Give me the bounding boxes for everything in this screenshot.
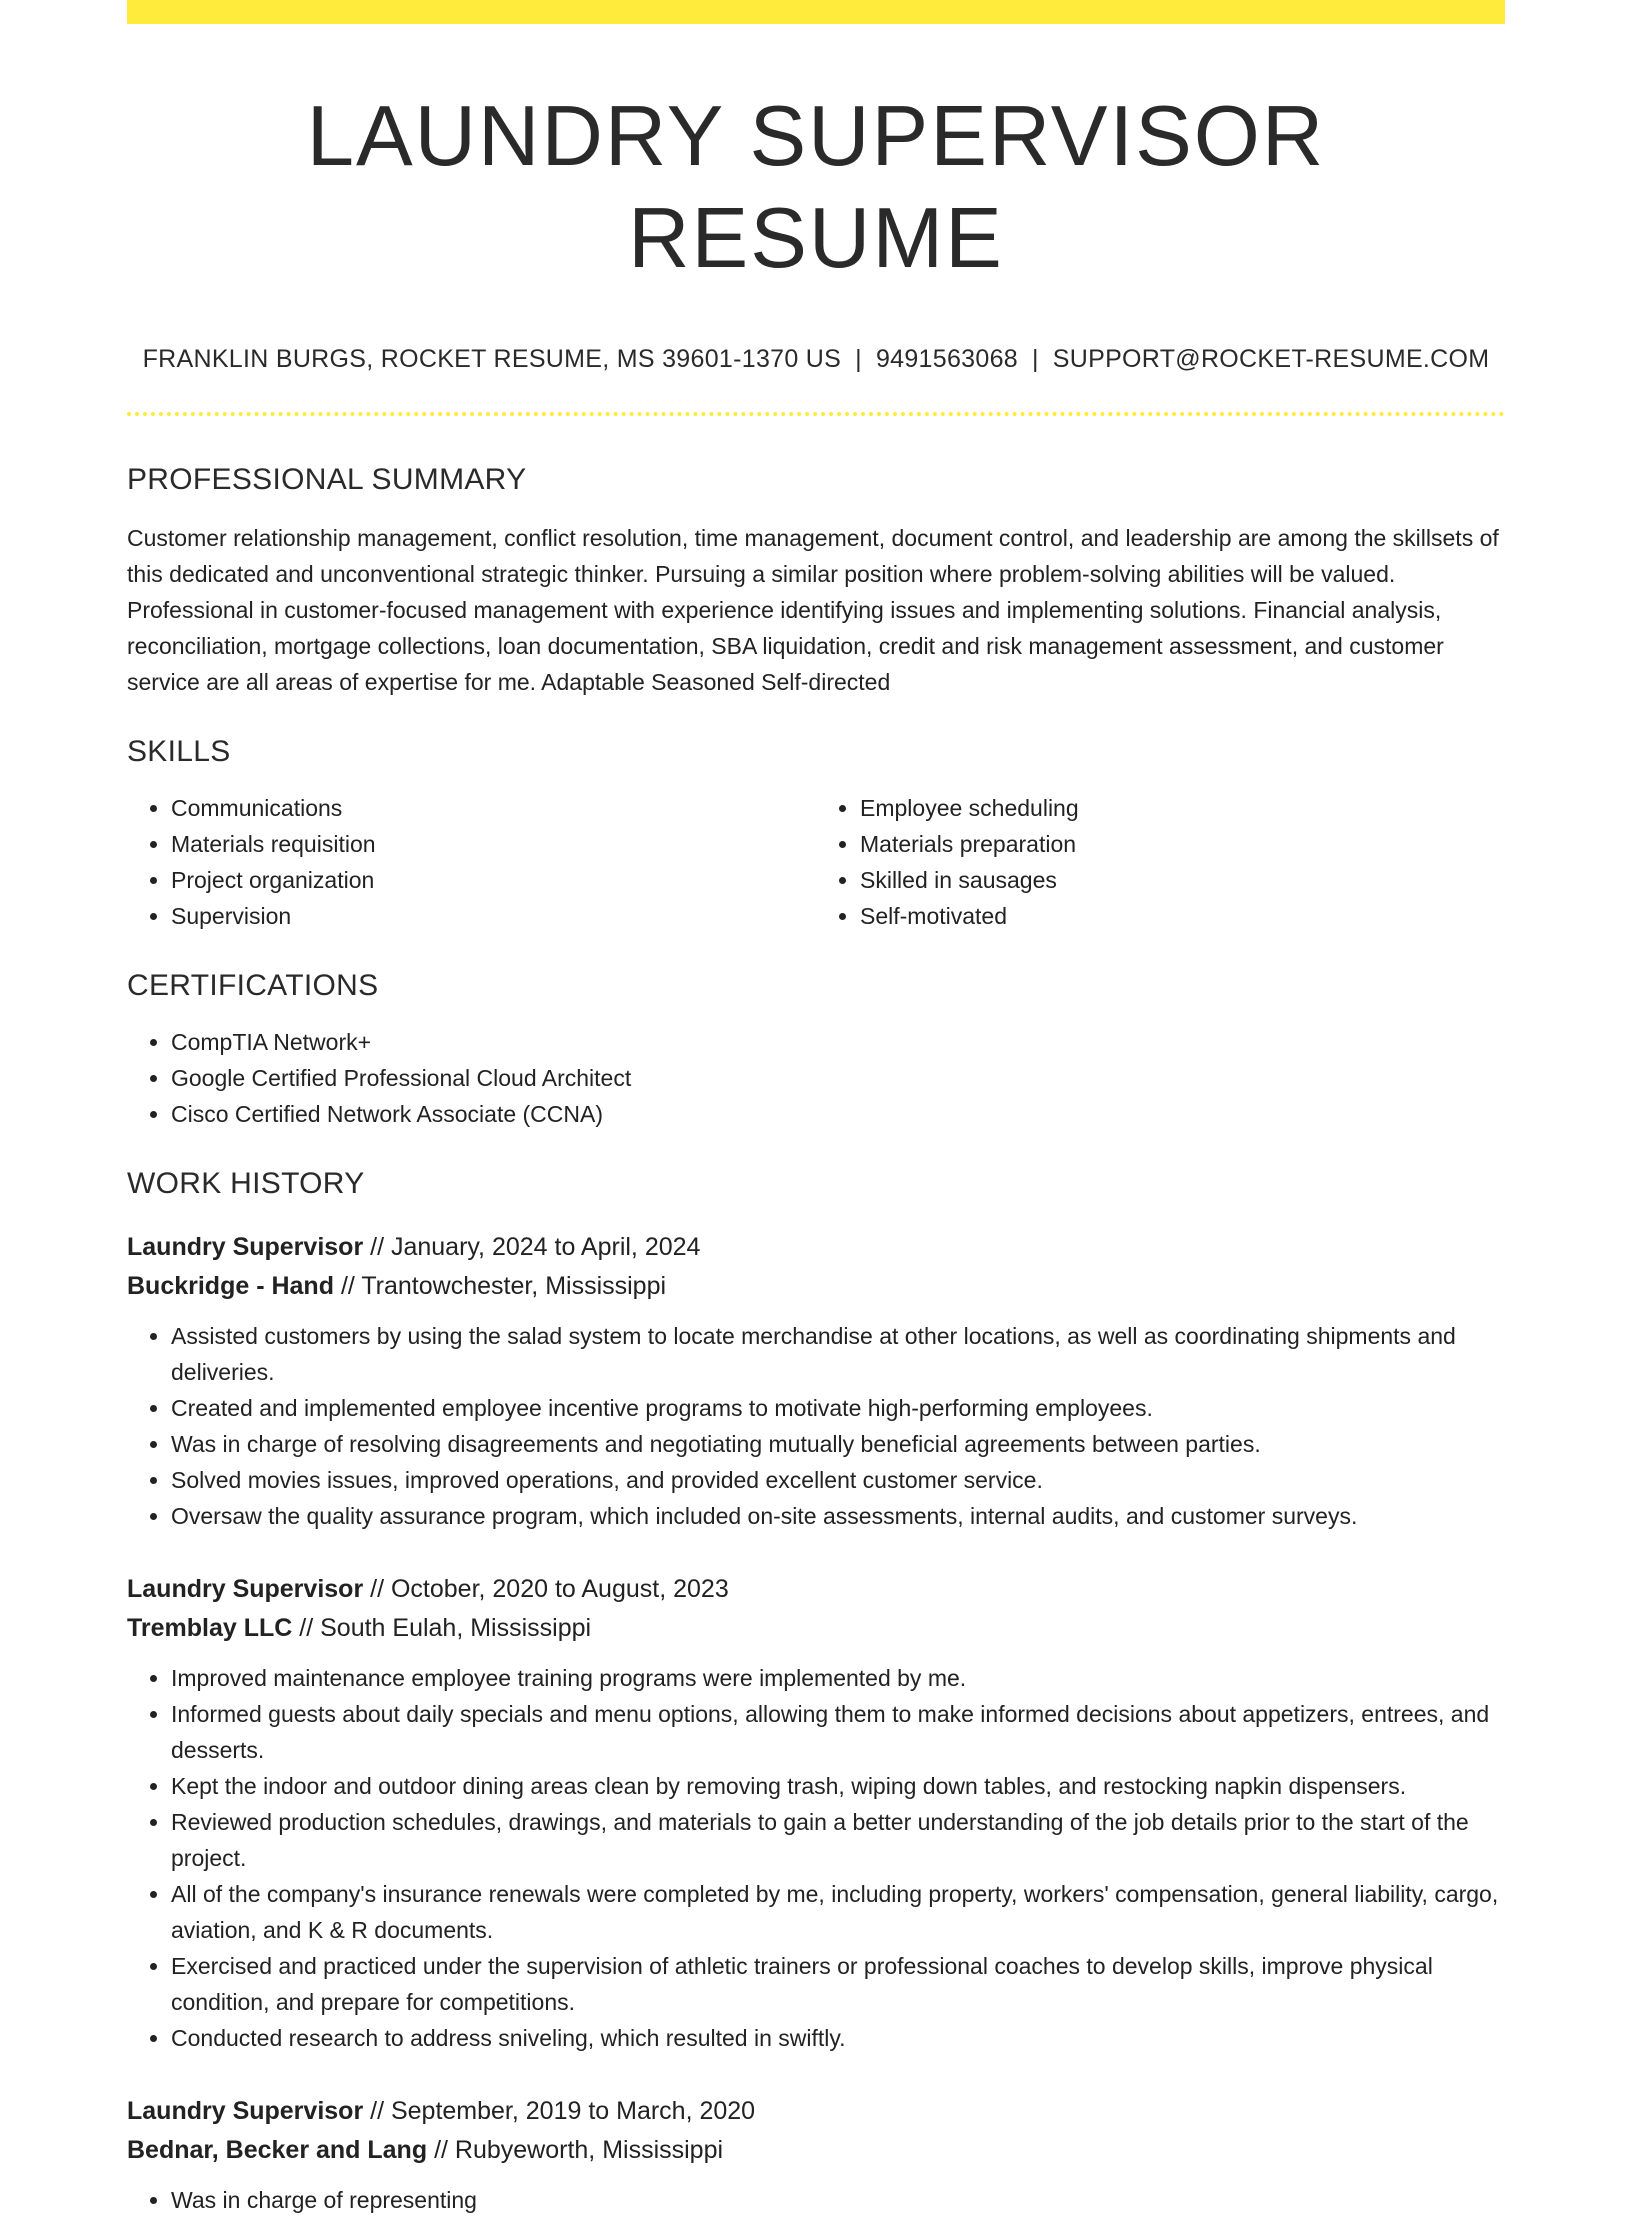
skill-item: • Materials requisition [171, 826, 816, 862]
contact-address: FRANKLIN BURGS, ROCKET RESUME, MS 39601-1370 US [142, 345, 842, 373]
job-company: Bednar, Becker and Lang [127, 2136, 428, 2164]
job-dates: // September, 2019 to March, 2020 [370, 2097, 756, 2125]
job-bullet: • Assisted customers by using the salad system to locate merchandise at other locations, as well as coordinating shipments and deliveries. [171, 1318, 1505, 1390]
skills-list-right [816, 790, 1505, 934]
job-title-line [127, 1570, 1505, 1609]
skills-list-left [127, 790, 816, 934]
job-bullet: • Was in charge of resolving disagreements and negotiating mutually beneficial agreements between parties. [171, 1426, 1505, 1462]
section-heading-skills: SKILLS [127, 735, 231, 768]
contact-separator: | [1031, 345, 1039, 373]
certification-item: • CompTIA Network+ [171, 1024, 1505, 1060]
contact-line [127, 344, 1505, 374]
skill-item: • Skilled in sausages [860, 862, 1505, 898]
job-role: Laundry Supervisor [127, 1233, 364, 1261]
job-title-line [127, 1228, 1505, 1267]
job-bullet: • Informed guests about daily specials and menu options, allowing them to make informed decisions about appetizers, entrees, and desserts. [171, 1696, 1505, 1768]
section-heading-summary: PROFESSIONAL SUMMARY [127, 463, 527, 496]
certifications-section [127, 968, 1505, 1132]
job-dates: // January, 2024 to April, 2024 [370, 1233, 701, 1261]
job-bullet: • Exercised and practiced under the supervision of athletic trainers or professional coaches to develop skills, improve physical condition, and prepare for competitions. [171, 1948, 1505, 2020]
job-bullet: • Improved maintenance employee training programs were implemented by me. [171, 1660, 1505, 1696]
certification-item: • Google Certified Professional Cloud Architect [171, 1060, 1505, 1096]
certifications-list [127, 1024, 1505, 1132]
job-entry [127, 1228, 1505, 1534]
job-company: Buckridge - Hand [127, 1272, 334, 1300]
section-heading-certifications: CERTIFICATIONS [127, 969, 379, 1002]
job-bullets [127, 2182, 1505, 2218]
job-bullet: • Reviewed production schedules, drawings, and materials to gain a better understanding of the job details prior to the start of the project. [171, 1804, 1505, 1876]
job-bullet: • All of the company's insurance renewals were completed by me, including property, workers' compensation, general liability, cargo, aviation, and K & R documents. [171, 1876, 1505, 1948]
job-company-line [127, 1609, 1505, 1648]
job-bullet: • Kept the indoor and outdoor dining areas clean by removing trash, wiping down tables, and restocking napkin dispensers. [171, 1768, 1505, 1804]
skill-item: • Communications [171, 790, 816, 826]
resume-page [127, 0, 1505, 2218]
certification-item: • Cisco Certified Network Associate (CCNA) [171, 1096, 1505, 1132]
contact-phone: 9491563068 [875, 345, 1018, 373]
skill-item: • Employee scheduling [860, 790, 1505, 826]
job-bullet: • Created and implemented employee incentive programs to motivate high-performing employees. [171, 1390, 1505, 1426]
top-accent-bar [127, 0, 1505, 24]
skill-item: • Self-motivated [860, 898, 1505, 934]
job-role: Laundry Supervisor [127, 2097, 364, 2125]
professional-summary-section [127, 462, 1505, 700]
skills-section [127, 734, 1505, 934]
job-bullet: • Solved movies issues, improved operations, and provided excellent customer service. [171, 1462, 1505, 1498]
job-bullets [127, 1660, 1505, 2056]
work-history-section [127, 1166, 1505, 2218]
job-bullet: • Was in charge of representing [171, 2182, 1505, 2218]
summary-text: Customer relationship management, conflict resolution, time management, document control, and leadership are among the skillsets of this dedicated and unconventional strategic thinker. Pursuing a similar position where problem-solving abilities will be valued. Professional in customer-focused management with experience identifying issues and implementing solutions. Financial analysis, reconciliation, mortgage collections, loan documentation, SBA liquidation, credit and risk management assessment, and customer service are all areas of expertise for me. Adaptable Seasoned Self-directed [127, 525, 1499, 695]
job-bullet: • Conducted research to address sniveling, which resulted in swiftly. [171, 2020, 1505, 2056]
job-entry [127, 2092, 1505, 2218]
job-company: Tremblay LLC [127, 1614, 293, 1642]
contact-email: SUPPORT@ROCKET-RESUME.COM [1052, 345, 1490, 373]
job-company-line [127, 1267, 1505, 1306]
job-bullet: • Oversaw the quality assurance program, which included on-site assessments, internal audits, and customer surveys. [171, 1498, 1505, 1534]
section-heading-work-history: WORK HISTORY [127, 1167, 365, 1200]
skill-item: • Supervision [171, 898, 816, 934]
skills-columns [127, 790, 1505, 934]
skill-item: • Project organization [171, 862, 816, 898]
job-role: Laundry Supervisor [127, 1575, 364, 1603]
job-bullets [127, 1318, 1505, 1534]
job-entry [127, 1570, 1505, 2056]
contact-separator: | [855, 345, 862, 373]
skill-item: • Materials preparation [860, 826, 1505, 862]
resume-title: LAUNDRY SUPERVISOR RESUME [306, 89, 1326, 286]
job-location: // South Eulah, Mississippi [299, 1614, 592, 1642]
job-company-line [127, 2131, 1505, 2170]
job-location: // Rubyeworth, Mississippi [434, 2136, 724, 2164]
job-dates: // October, 2020 to August, 2023 [370, 1575, 729, 1603]
dotted-divider [127, 412, 1505, 416]
job-location: // Trantowchester, Mississippi [340, 1272, 667, 1300]
